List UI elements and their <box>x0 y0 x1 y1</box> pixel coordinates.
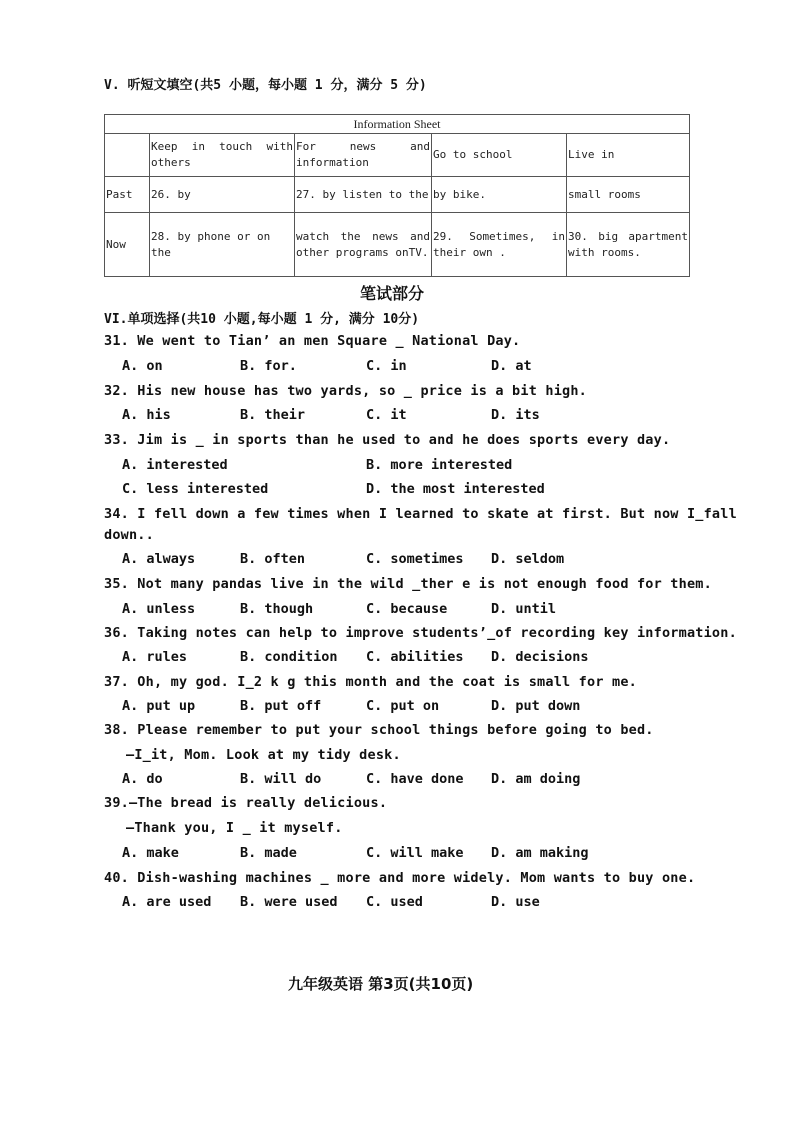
option: D. decisions <box>491 649 589 665</box>
question-stem: 36. Taking notes can help to improve students’_of recording key information. <box>104 625 737 641</box>
question-stem: 31. We went to Tian’ an men Square _ National Day. <box>104 333 521 349</box>
option: B. condition <box>240 649 338 665</box>
option: A. always <box>122 551 196 567</box>
option: D. at <box>491 358 532 374</box>
table-cell: 28. by phone or on the <box>150 213 295 277</box>
header-cell-empty <box>105 134 150 177</box>
table-cell: 29. Sometimes, in their own . <box>432 213 567 277</box>
option: A. put up <box>122 698 196 714</box>
table-cell: 26. by <box>150 177 295 213</box>
option: A. make <box>122 845 179 861</box>
section-6-title: VI.单项选择(共10 小题,每小题 1 分, 满分 10分) <box>104 312 420 327</box>
option: C. put on <box>366 698 440 714</box>
question-stem: 39.—The bread is really delicious. <box>104 795 388 811</box>
table-cell: by bike. <box>432 177 567 213</box>
question-stem: 40. Dish-washing machines _ more and more widely. Mom wants to buy one. <box>104 870 696 886</box>
option: B. though <box>240 601 314 617</box>
page-footer: 九年级英语 第3页(共10页) <box>288 975 474 993</box>
table-title: Information Sheet <box>105 115 690 134</box>
option: C. because <box>366 601 448 617</box>
option: B. more interested <box>366 457 513 473</box>
option: C. in <box>366 358 407 374</box>
option: C. used <box>366 894 423 910</box>
header-cell-keep-in-touch: Keep in touch with others <box>150 134 295 177</box>
option: B. put off <box>240 698 322 714</box>
option: C. abilities <box>366 649 464 665</box>
row-label-now: Now <box>105 213 150 277</box>
question-stem: 38. Please remember to put your school things before going to bed. <box>104 722 654 738</box>
option: C. sometimes <box>366 551 464 567</box>
question-stem: 37. Oh, my god. I_2 k g this month and the coat is small for me. <box>104 674 637 690</box>
option: A. interested <box>122 457 228 473</box>
question-stem: 32. His new house has two yards, so _ price is a bit high. <box>104 383 588 399</box>
option: D. until <box>491 601 557 617</box>
option: B. made <box>240 845 297 861</box>
table-cell: 30. big apartment with rooms. <box>567 213 690 277</box>
question-stem: 33. Jim is _ in sports than he used to and he does sports every day. <box>104 432 671 448</box>
option: D. the most interested <box>366 481 545 497</box>
table-cell: small rooms <box>567 177 690 213</box>
question-stem: 34. I fell down a few times when I learned to skate at first. But now I_fall <box>104 506 737 522</box>
option: B. will do <box>240 771 322 787</box>
option: A. do <box>122 771 163 787</box>
row-label-past: Past <box>105 177 150 213</box>
option: A. his <box>122 407 171 423</box>
option: A. on <box>122 358 163 374</box>
option: D. use <box>491 894 540 910</box>
option: D. put down <box>491 698 581 714</box>
header-cell-news: For news and information <box>295 134 432 177</box>
option: C. will make <box>366 845 464 861</box>
section-5-title: V. 听短文填空(共5 小题，每小题 1 分，满分 5 分) <box>104 78 427 93</box>
option: A. unless <box>122 601 196 617</box>
option: D. seldom <box>491 551 565 567</box>
option: B. were used <box>240 894 338 910</box>
option: A. are used <box>122 894 212 910</box>
option: C. it <box>366 407 407 423</box>
header-cell-school: Go to school <box>432 134 567 177</box>
option: C. less interested <box>122 481 269 497</box>
option: A. rules <box>122 649 188 665</box>
table-cell: watch the news and other programs onTV. <box>295 213 432 277</box>
information-sheet-table <box>104 114 690 277</box>
question-stem-continued: —I_it, Mom. Look at my tidy desk. <box>126 747 401 763</box>
option: B. often <box>240 551 306 567</box>
table-cell: 27. by listen to the <box>295 177 432 213</box>
option: D. its <box>491 407 540 423</box>
header-cell-live: Live in <box>567 134 690 177</box>
option: B. their <box>240 407 306 423</box>
question-stem-continued: down.. <box>104 527 154 543</box>
option: B. for. <box>240 358 297 374</box>
option: D. am making <box>491 845 589 861</box>
question-stem: 35. Not many pandas live in the wild _ther e is not enough food for them. <box>104 576 712 592</box>
question-stem-continued: —Thank you, I _ it myself. <box>126 820 343 836</box>
option: D. am doing <box>491 771 581 787</box>
option: C. have done <box>366 771 464 787</box>
written-part-title: 笔试部分 <box>360 284 425 303</box>
